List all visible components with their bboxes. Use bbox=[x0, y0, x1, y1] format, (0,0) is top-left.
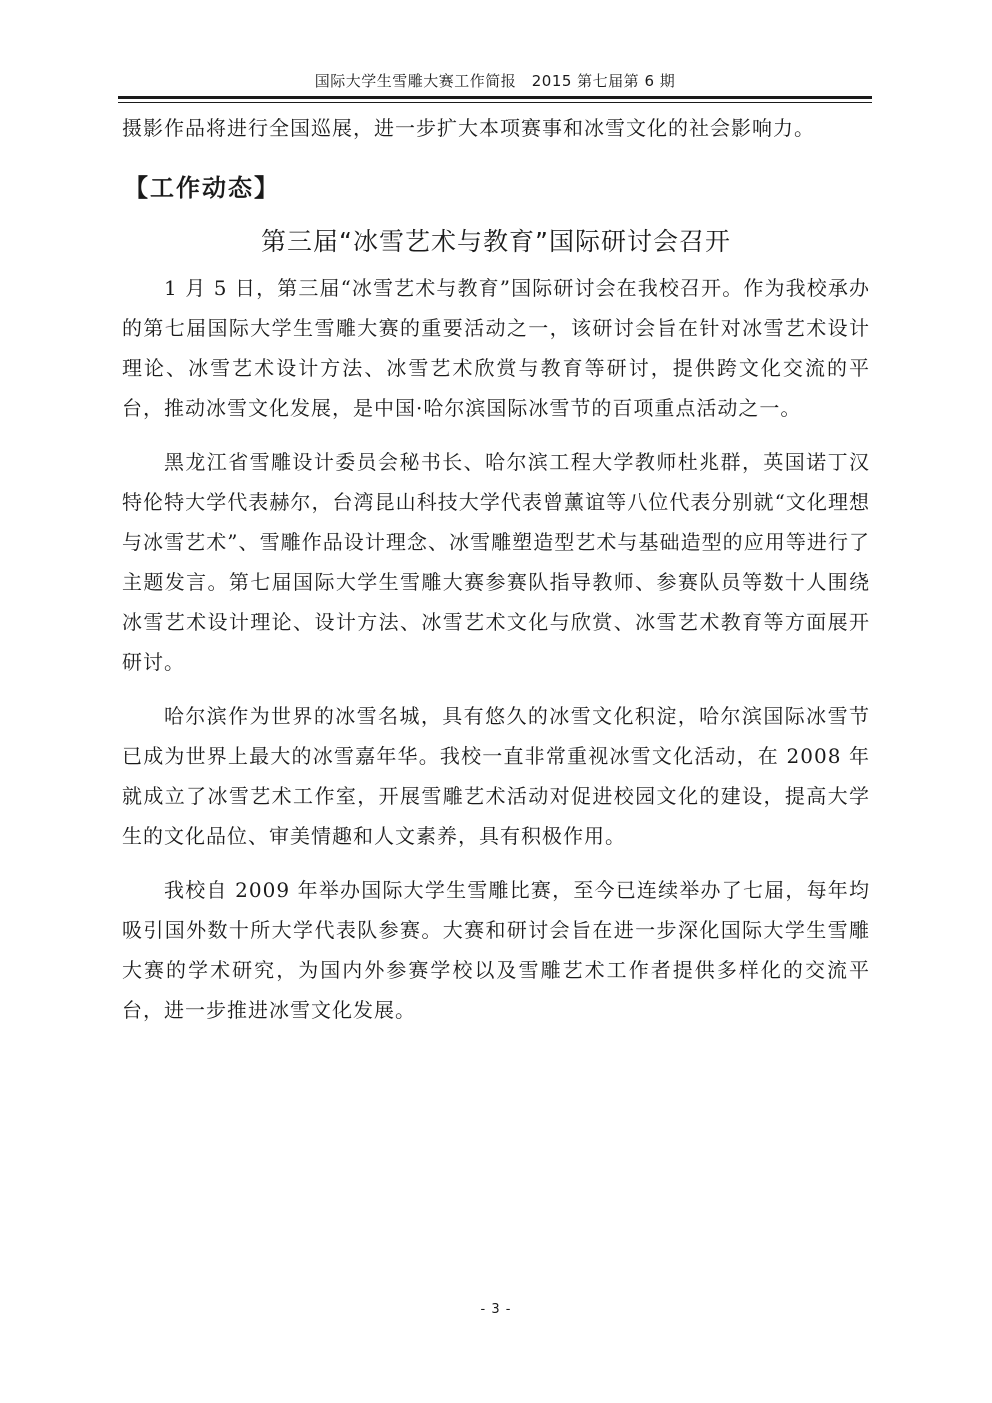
page-body bbox=[122, 108, 870, 1030]
header-rule-thick bbox=[118, 96, 872, 99]
article-paragraph-1: 1 月 5 日，第三届“冰雪艺术与教育”国际研讨会在我校召开。作为我校承办的第七届国际大学生雪雕大赛的重要活动之一，该研讨会旨在针对冰雪艺术设计理论、冰雪艺术设计方法、冰雪艺术欣赏与教育等研讨，提供跨文化交流的平台，推动冰雪文化发展，是中国·哈尔滨国际冰雪节的百项重点活动之一。 bbox=[122, 276, 870, 420]
article-paragraph-2: 黑龙江省雪雕设计委员会秘书长、哈尔滨工程大学教师杜兆群，英国诺丁汉特伦特大学代表赫尔，台湾昆山科技大学代表曾薰谊等八位代表分别就“文化理想与冰雪艺术”、雪雕作品设计理念、冰雪雕塑造型艺术与基础造型的应用等进行了主题发言。第七届国际大学生雪雕大赛参赛队指导教师、参赛队员等数十人围绕冰雪艺术设计理论、设计方法、冰雪艺术文化与欣赏、冰雪艺术教育等方面展开研讨。 bbox=[122, 450, 870, 674]
article-paragraph-4: 我校自 2009 年举办国际大学生雪雕比赛，至今已连续举办了七届，每年均吸引国外数十所大学代表队参赛。大赛和研讨会旨在进一步深化国际大学生雪雕大赛的学术研究，为国内外参赛学校以及雪雕艺术工作者提供多样化的交流平台，进一步推进冰雪文化发展。 bbox=[122, 878, 870, 1022]
header-rule-thin bbox=[118, 102, 872, 103]
page-number: - 3 - bbox=[480, 1302, 512, 1317]
continuation-paragraph: 摄影作品将进行全国巡展，进一步扩大本项赛事和冰雪文化的社会影响力。 bbox=[122, 116, 815, 140]
running-header: 国际大学生雪雕大赛工作简报 2015 第七届第 6 期 bbox=[314, 72, 676, 90]
article-title: 第三届“冰雪艺术与教育”国际研讨会召开 bbox=[261, 227, 731, 256]
article-paragraph-3: 哈尔滨作为世界的冰雪名城，具有悠久的冰雪文化积淀，哈尔滨国际冰雪节已成为世界上最大的冰雪嘉年华。我校一直非常重视冰雪文化活动，在 2008 年就成立了冰雪艺术工作室，开展雪雕艺术活动对促进校园文化的建设，提高大学生的文化品位、审美情趣和人文素养，具有积极作用。 bbox=[122, 704, 870, 848]
section-heading: 【工作动态】 bbox=[124, 174, 280, 202]
